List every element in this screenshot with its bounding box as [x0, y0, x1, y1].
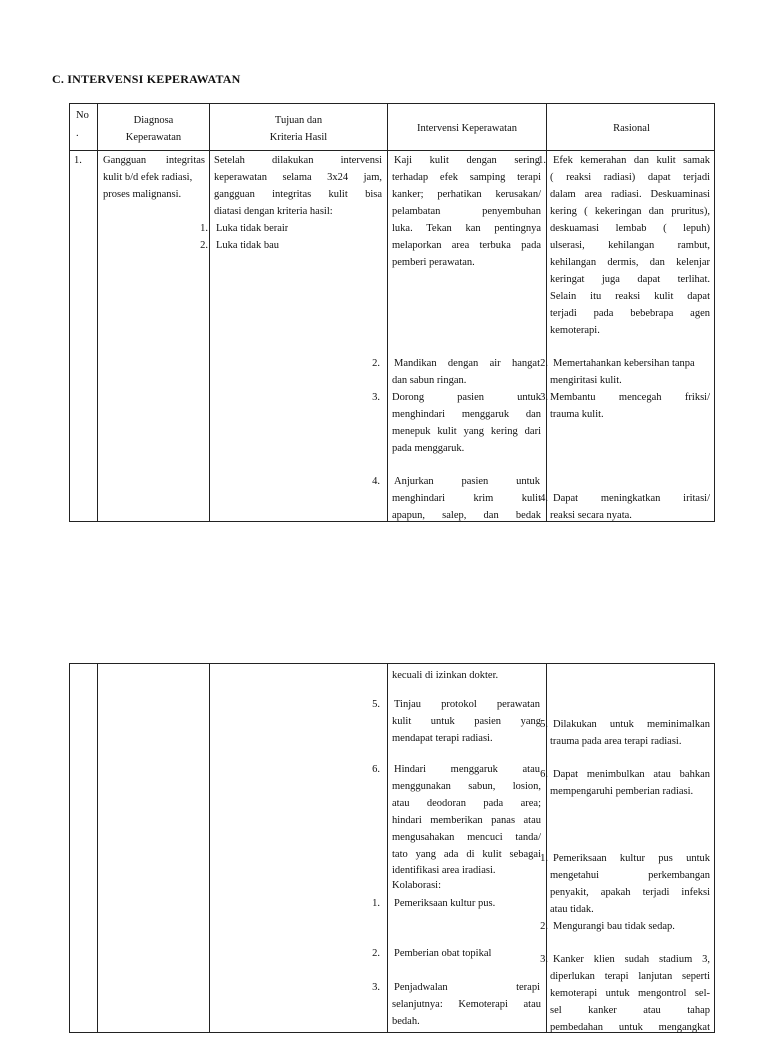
row-number: 1.	[74, 155, 82, 166]
header-no: No	[76, 110, 89, 121]
header-tujuan-2: Kriteria Hasil	[269, 132, 328, 143]
header-rasional: Rasional	[613, 123, 650, 134]
intervensi-4-continued: kecuali di izinkan dokter.	[392, 670, 499, 681]
intervention-table-part2: kecuali di izinkan dokter. 5. Tinjau protokol perawatan kulit untuk pasien yang mendapat terapi radiasi. 5. Dilakukan untuk meminimalkan trauma pada area terapi radiasi. 6. Hindari menggaruk atau menggunakan sabun, losion, atau deodoran pada area; hindari memberikan panas atau mengusahakan mencuci tanda/ tato yang ada di kulit sebagai identifikasi area iradiasi. 6. Dapat menimbulkan atau bahkan mempengaruhi pemberian radiasi. Kolaborasi: 1. Pemeriksaan kultur pus. 1. Pemeriksaan kultur pus untuk mengetahui perkembangan penyakit, apakah terjadi infeksi atau tidak. 2. Mengurangi bau tidak sedap. 2. Pemberian obat topikal 3. Penjadwalan terapi selanjutnya: Kemoterapi atau bedah. 3. Kanker klien sudah stadium 3, diperlukan terapi lanjutan seperti kemoterapi untuk mengontrol sel- sel kanker atau tahap pembedahan untuk mengangkat	[69, 663, 715, 1033]
intervention-table-part1: No . Diagnosa Keperawatan Tujuan dan Kriteria Hasil Intervensi Keperawatan Rasional 1. Gangguan integritas kulit b/d efek radiasi, proses malignansi. Setelah dilakukan intervensi keperawatan selama 3x24 jam, gangguan integritas kulit bisa diatasi dengan kriteria hasil: 1. Luka tidak berair 2. Luka tidak bau 1. Kaji kulit dengan sering terhadap efek samping terapi kanker; perhatikan kerusakan/ pelambatan penyembuhan luka. Tekan kan pentingnya melaporkan area terbuka pada pemberi perawatan. Efek kemerahan dan kulit samak ( reaksi radiasi) dapat terjadi dalam area radiasi. Deskuaminasi kering ( kekeringan dan pruritus), deskuamasi lembab ( lepuh) ulserasi, kehilangan rambut, kehilangan dermis, dan kelenjar keringat juga dapat terlihat. Selain itu reaksi kulit dapat terjadi pada bebebrapa agen kemoterapi. 2. Mandikan dengan air hangat dan sabun ringan. 2. Memertahankan kebersihan tanpa mengiritasi kulit. 3. Dorong pasien untuk menghindari menggaruk dan menepuk kulit yang kering dari pada menggaruk. 3. Membantu mencegah friksi/ trauma kulit. 4. Anjurkan pasien untuk menghindari krim kulit apapun, salep, dan bedak 4. Dapat meningkatkan iritasi/ reaksi secara nyata.	[69, 103, 715, 522]
header-diagnosa: Diagnosa	[133, 115, 174, 126]
header-tujuan: Tujuan dan	[274, 115, 323, 126]
header-intervensi: Intervensi Keperawatan	[417, 123, 517, 134]
header-no-dot: .	[76, 128, 79, 139]
kolaborasi-label: Kolaborasi:	[392, 880, 441, 891]
section-heading: C. INTERVENSI KEPERAWATAN	[52, 72, 241, 86]
header-diagnosa-2: Keperawatan	[125, 132, 182, 143]
